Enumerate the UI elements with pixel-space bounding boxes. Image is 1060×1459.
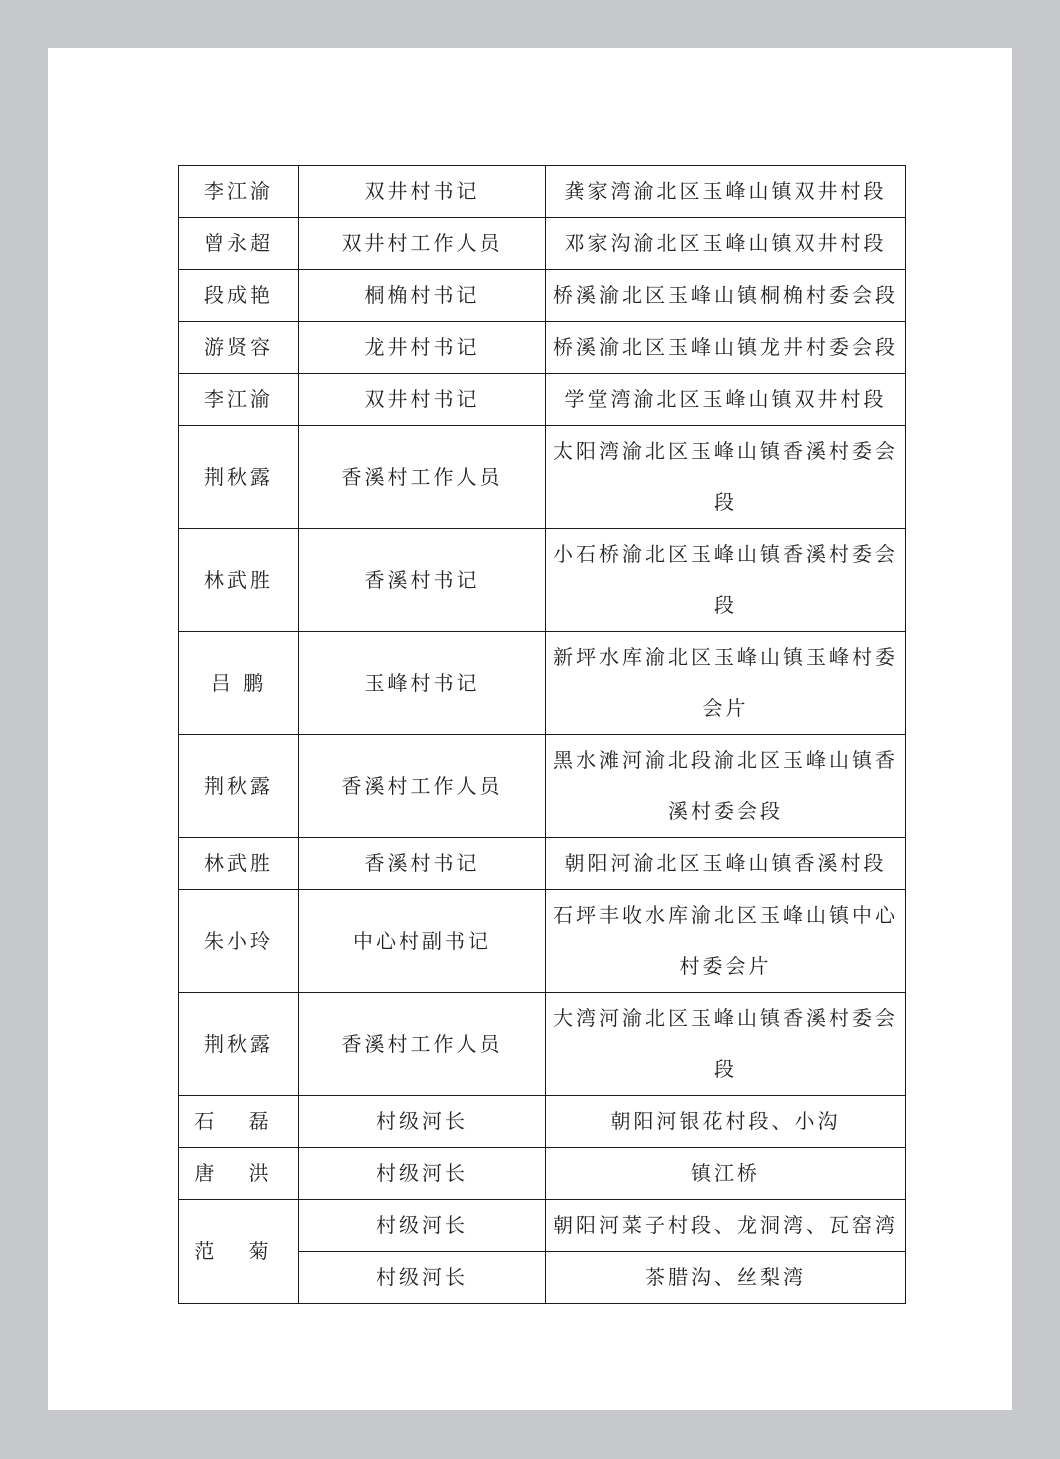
- name-cell: 游贤容: [179, 322, 299, 374]
- table-row: [179, 890, 906, 993]
- table-row: [179, 735, 906, 838]
- area-cell: 茶腊沟、丝梨湾: [546, 1252, 906, 1304]
- name-cell: 段成艳: [179, 270, 299, 322]
- role-cell: 村级河长: [299, 1252, 546, 1304]
- area-cell: 桥溪渝北区玉峰山镇桐桷村委会段: [546, 270, 906, 322]
- role-cell: 龙井村书记: [299, 322, 546, 374]
- table-row: [179, 838, 906, 890]
- area-cell: 邓家沟渝北区玉峰山镇双井村段: [546, 218, 906, 270]
- role-cell: 双井村书记: [299, 166, 546, 218]
- area-cell: 黑水滩河渝北段渝北区玉峰山镇香溪村委会段: [546, 735, 906, 838]
- table-row: [179, 426, 906, 529]
- name-cell: 林武胜: [179, 529, 299, 632]
- role-cell: 香溪村书记: [299, 529, 546, 632]
- area-cell: 朝阳河渝北区玉峰山镇香溪村段: [546, 838, 906, 890]
- name-cell: 李江渝: [179, 166, 299, 218]
- name-cell: 石 磊: [179, 1096, 299, 1148]
- table-row: [179, 632, 906, 735]
- name-cell: 吕 鹏: [179, 632, 299, 735]
- area-cell: 新坪水库渝北区玉峰山镇玉峰村委会片: [546, 632, 906, 735]
- name-cell: 荆秋露: [179, 735, 299, 838]
- table-row: [179, 166, 906, 218]
- role-cell: 双井村工作人员: [299, 218, 546, 270]
- area-cell: 石坪丰收水库渝北区玉峰山镇中心村委会片: [546, 890, 906, 993]
- table-row: [179, 1148, 906, 1200]
- name-cell: 曾永超: [179, 218, 299, 270]
- river-chief-table: [178, 165, 906, 1304]
- role-cell: 村级河长: [299, 1096, 546, 1148]
- name-cell: 范 菊: [179, 1200, 299, 1304]
- role-cell: 村级河长: [299, 1148, 546, 1200]
- role-cell: 桐桷村书记: [299, 270, 546, 322]
- area-cell: 朝阳河银花村段、小沟: [546, 1096, 906, 1148]
- role-cell: 中心村副书记: [299, 890, 546, 993]
- table-row: [179, 270, 906, 322]
- area-cell: 朝阳河菜子村段、龙洞湾、瓦窑湾: [546, 1200, 906, 1252]
- document-page: [48, 48, 1012, 1410]
- role-cell: 村级河长: [299, 1200, 546, 1252]
- table-row: [179, 374, 906, 426]
- role-cell: 香溪村工作人员: [299, 993, 546, 1096]
- name-cell: 朱小玲: [179, 890, 299, 993]
- table-row: [179, 1096, 906, 1148]
- table-row: [179, 322, 906, 374]
- table-row: [179, 1200, 906, 1252]
- area-cell: 学堂湾渝北区玉峰山镇双井村段: [546, 374, 906, 426]
- name-cell: 荆秋露: [179, 993, 299, 1096]
- role-cell: 双井村书记: [299, 374, 546, 426]
- name-cell: 林武胜: [179, 838, 299, 890]
- name-cell: 荆秋露: [179, 426, 299, 529]
- area-cell: 龚家湾渝北区玉峰山镇双井村段: [546, 166, 906, 218]
- table-row: [179, 529, 906, 632]
- table-row: [179, 218, 906, 270]
- name-cell: 唐 洪: [179, 1148, 299, 1200]
- area-cell: 大湾河渝北区玉峰山镇香溪村委会段: [546, 993, 906, 1096]
- role-cell: 香溪村工作人员: [299, 426, 546, 529]
- table-row: [179, 993, 906, 1096]
- area-cell: 桥溪渝北区玉峰山镇龙井村委会段: [546, 322, 906, 374]
- role-cell: 玉峰村书记: [299, 632, 546, 735]
- area-cell: 太阳湾渝北区玉峰山镇香溪村委会段: [546, 426, 906, 529]
- area-cell: 小石桥渝北区玉峰山镇香溪村委会段: [546, 529, 906, 632]
- name-cell: 李江渝: [179, 374, 299, 426]
- area-cell: 镇江桥: [546, 1148, 906, 1200]
- role-cell: 香溪村工作人员: [299, 735, 546, 838]
- role-cell: 香溪村书记: [299, 838, 546, 890]
